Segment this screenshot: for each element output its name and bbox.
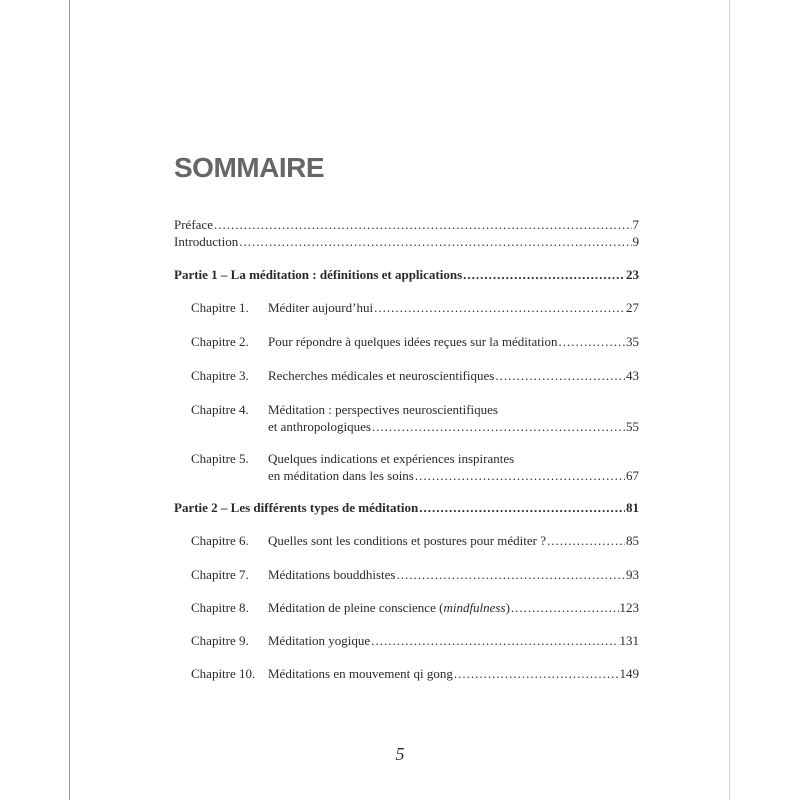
chapter-title: Méditer aujourd’hui	[268, 300, 374, 315]
toc-entry-label: Introduction	[174, 234, 239, 249]
leader-dots	[463, 266, 625, 283]
toc-page-number: 123	[619, 600, 639, 615]
chapter-number: Chapitre 9.	[191, 633, 249, 648]
chapter-number: Chapitre 10.	[191, 666, 256, 681]
leader-dots	[415, 467, 625, 484]
chapter-number: Chapitre 4.	[191, 402, 249, 417]
page-edge-left	[69, 0, 70, 800]
leader-dots	[239, 233, 631, 250]
page-title: SOMMAIRE	[174, 152, 324, 183]
toc-page-number: 35	[626, 334, 639, 349]
toc-part-1	[174, 266, 639, 283]
toc-page-number: 93	[626, 567, 639, 582]
chapter-number: Chapitre 7.	[191, 567, 249, 582]
leader-dots	[372, 418, 625, 435]
toc-page-number: 149	[619, 666, 639, 681]
chapter-title-end: )	[505, 600, 510, 615]
toc-entry-introduction	[174, 233, 639, 250]
toc-chapter-9	[191, 632, 639, 649]
toc-chapter-8	[191, 599, 639, 616]
toc-entry-preface	[174, 216, 639, 233]
chapter-number: Chapitre 1.	[191, 300, 249, 315]
toc-chapter-10	[191, 665, 639, 682]
toc-chapter-6	[191, 532, 639, 549]
chapter-title-continued: en méditation dans les soins	[268, 468, 414, 483]
chapter-title-continued: et anthropologiques	[268, 419, 371, 434]
toc-page-number: 7	[632, 217, 639, 232]
chapter-title: Méditations bouddhistes	[268, 567, 396, 582]
chapter-title	[268, 599, 510, 616]
leader-dots	[559, 333, 625, 350]
toc-chapter-2	[191, 333, 639, 350]
toc-page-number: 43	[626, 368, 639, 383]
chapter-title: Quelles sont les conditions et postures pour méditer ?	[268, 533, 547, 548]
chapter-number: Chapitre 6.	[191, 533, 249, 548]
toc-chapter-1	[191, 299, 639, 316]
leader-dots	[214, 216, 632, 233]
leader-dots	[396, 566, 625, 583]
chapter-title-text: Méditation de pleine conscience (	[268, 600, 444, 615]
toc-page-number: 67	[626, 468, 639, 483]
leader-dots	[419, 499, 625, 516]
page-number-folio: 5	[395, 744, 405, 764]
chapter-title: Méditation : perspectives neuroscientifiques	[268, 402, 498, 417]
chapter-number: Chapitre 2.	[191, 334, 249, 349]
toc-page-number: 81	[626, 500, 639, 515]
toc-page-number: 27	[626, 300, 639, 315]
toc-part-2	[174, 499, 639, 516]
toc-chapter-3	[191, 367, 639, 384]
toc-part-label: Partie 1 – La méditation : définitions et applications	[174, 267, 463, 282]
leader-dots	[495, 367, 625, 384]
leader-dots	[371, 632, 618, 649]
chapter-number: Chapitre 8.	[191, 600, 249, 615]
leader-dots	[511, 599, 619, 616]
leader-dots	[454, 665, 619, 682]
toc-chapter-7	[191, 566, 639, 583]
toc-page-number: 55	[626, 419, 639, 434]
leader-dots	[547, 532, 625, 549]
toc-page-number: 23	[626, 267, 639, 282]
toc-part-label: Partie 2 – Les différents types de méditation	[174, 500, 419, 515]
toc-chapter-4	[191, 401, 639, 435]
chapter-title: Recherches médicales et neuroscientifiques	[268, 368, 495, 383]
chapter-title: Pour répondre à quelques idées reçues sur la méditation	[268, 334, 558, 349]
chapter-number: Chapitre 5.	[191, 451, 249, 466]
toc-page-number: 131	[619, 633, 639, 648]
toc-entry-label: Préface	[174, 217, 213, 232]
chapter-number: Chapitre 3.	[191, 368, 249, 383]
toc-chapter-5	[191, 450, 639, 484]
leader-dots	[374, 299, 625, 316]
chapter-title: Méditations en mouvement qi gong	[268, 666, 453, 681]
chapter-title: Quelques indications et expériences inspirantes	[268, 451, 515, 466]
chapter-title-italic: mindfulness	[443, 600, 506, 615]
toc-page-number: 9	[632, 234, 639, 249]
page-edge-right	[729, 0, 730, 800]
toc-page-number: 85	[626, 533, 639, 548]
chapter-title: Méditation yogique	[268, 633, 371, 648]
